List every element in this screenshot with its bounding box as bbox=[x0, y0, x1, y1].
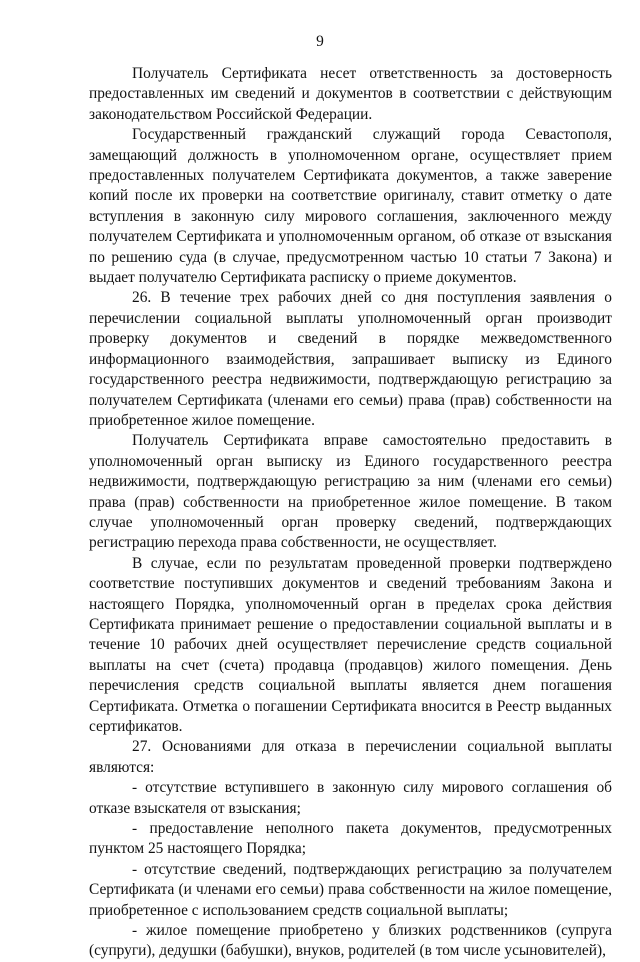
page-number: 9 bbox=[316, 33, 324, 50]
paragraph-self-submission: Получатель Сертификата вправе самостоятельно предоставить в уполномоченный орган выписку из Единого государственного реестра недвижимости, подтверждающую регистрацию за ним (членами его семьи) права (прав) собственности на приобретенное жилое помещение. В таком случае уполномоченный орган проверку сведений, подтверждающих регистрацию перехода права собственности, не осуществляет. bbox=[89, 432, 612, 552]
paragraph-item-26: 26. В течение трех рабочих дней со дня поступления заявления о перечислении социальной выплаты уполномоченный орган производит проверку документов и сведений в порядке межведомственного информационного взаимодействия, запрашивает выписку из Единого государственного реестра недвижимости, подтверждающую регистрацию за получателем Сертификата (членами его семьи) права (прав) собственности на приобретенное жилое помещение. bbox=[89, 289, 612, 429]
list-item: - отсутствие сведений, подтверждающих регистрацию за получателем Сертификата (и членами его семьи) права собственности на жилое помещение, приобретенное с использованием средств социальной выплаты; bbox=[89, 860, 612, 919]
list-item: - отсутствие вступившего в законную силу мирового соглашения об отказе взыскателя от взыскания; bbox=[89, 779, 612, 817]
list-item: - предоставление неполного пакета документов, предусмотренных пунктом 25 настоящего Порядка; bbox=[89, 820, 612, 858]
paragraph-item-27: 27. Основаниями для отказа в перечислении социальной выплаты являются: bbox=[89, 738, 612, 776]
document-body bbox=[89, 64, 612, 962]
paragraph-responsibility: Получатель Сертификата несет ответственность за достоверность предоставленных им сведений и документов в соответствии с действующим законодательством Российской Федерации. bbox=[89, 65, 612, 123]
paragraph-decision: В случае, если по результатам проведенной проверки подтверждено соответствие поступивших документов и сведений требованиям Закона и настоящего Порядка, уполномоченный орган в пределах срока действия Сертификата принимает решение о предоставлении социальной выплаты и в течение 10 рабочих дней осуществляет перечисление средств социальной выплаты на счет (счета) продавца (продавцов) жилого помещения. День перечисления средств социальной выплаты является днем погашения Сертификата. Отметка о погашении Сертификата вносится в Реестр выданных сертификатов. bbox=[89, 554, 612, 735]
list-item: - жилое помещение приобретено у близких родственников (супруга (супруги), дедушки (бабушки), внуков, родителей (в том числе усыновителей), bbox=[89, 922, 612, 960]
paragraph-civil-servant: Государственный гражданский служащий города Севастополя, замещающий должность в уполномоченном органе, осуществляет прием предоставленных получателем Сертификата документов, а также заверение копий после их проверки на соответствие оригиналу, ставит отметку о дате вступления в законную силу мирового соглашения, заключенного между получателем Сертификата и уполномоченным органом, об отказе от взыскания по решению суда (в случае, предусмотренном частью 10 статьи 7 Закона) и выдает получателю Сертификата расписку о приеме документов. bbox=[89, 126, 612, 287]
